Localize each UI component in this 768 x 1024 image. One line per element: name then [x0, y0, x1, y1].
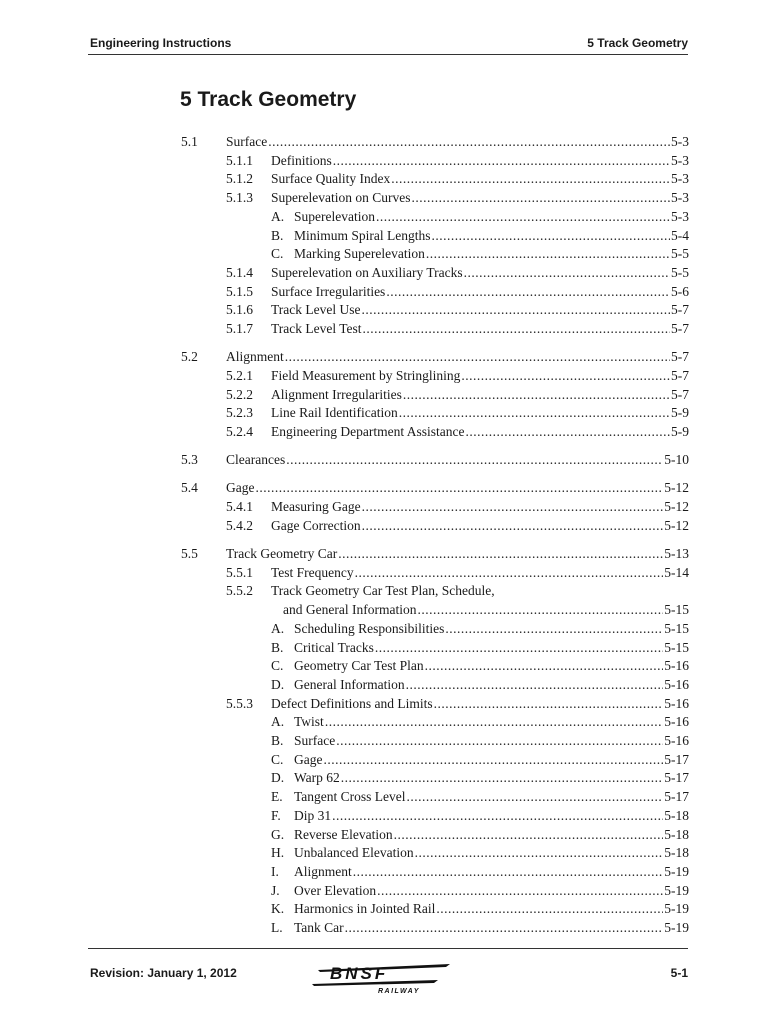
toc-number: G.: [271, 826, 285, 842]
toc-label: Marking Superelevation: [294, 246, 425, 262]
toc-leader-dots: [375, 640, 663, 656]
toc-label: Surface: [294, 733, 336, 748]
toc-number: 5.1: [181, 134, 198, 149]
toc-leader-dots: [341, 770, 663, 786]
toc-label: Superelevation on Curves: [271, 190, 411, 206]
toc-number: 5.2.3: [226, 405, 253, 421]
toc-row[interactable]: [0, 228, 768, 246]
toc-leader-dots: [362, 518, 664, 534]
toc-leader-dots: [464, 265, 670, 281]
toc-page-number: 5-7: [671, 321, 689, 336]
toc-entry[interactable]: [271, 190, 689, 206]
toc-label: Line Rail Identification: [271, 405, 398, 421]
toc-entry[interactable]: [226, 480, 689, 496]
toc-label: Minimum Spiral Lengths: [294, 227, 431, 243]
toc-entry[interactable]: [294, 864, 689, 880]
toc-leader-dots: [406, 677, 664, 693]
toc-number: 5.1.3: [226, 190, 253, 206]
toc-label: Critical Tracks: [294, 639, 374, 655]
toc-entry[interactable]: [294, 770, 689, 786]
toc-leader-dots: [376, 209, 670, 225]
toc-row[interactable]: [0, 565, 768, 583]
toc-page-number: 5-18: [664, 845, 689, 861]
toc-entry[interactable]: [271, 153, 689, 169]
toc-label: Twist: [294, 714, 324, 730]
toc-row[interactable]: [0, 134, 768, 152]
toc-label: Surface Irregularities: [271, 283, 386, 299]
toc-row[interactable]: [0, 424, 768, 442]
toc-entry[interactable]: [294, 228, 689, 244]
toc-page-number: 5-3: [671, 208, 689, 224]
toc-page-number: 5-13: [664, 546, 689, 561]
toc-label: Tangent Cross Level: [294, 789, 406, 805]
toc-row[interactable]: [0, 153, 768, 171]
toc-label: Track Level Use: [271, 302, 361, 318]
page-title: 5 Track Geometry: [180, 88, 357, 111]
toc-row[interactable]: [0, 387, 768, 405]
toc-leader-dots: [391, 171, 670, 187]
toc-row[interactable]: [0, 583, 768, 601]
toc-label: Alignment: [226, 349, 284, 365]
toc-page-number: 5-7: [671, 349, 689, 365]
toc-page-number: 5-16: [664, 714, 689, 730]
toc-entry[interactable]: [271, 368, 689, 384]
toc-row[interactable]: [0, 368, 768, 386]
svg-text:RAILWAY: RAILWAY: [378, 988, 420, 995]
toc-number: 5.1.6: [226, 302, 253, 318]
toc-row[interactable]: [0, 302, 768, 320]
toc-label: Superelevation: [294, 208, 375, 224]
toc-row[interactable]: [0, 171, 768, 189]
toc-page-number: 5-17: [664, 789, 689, 805]
toc-number: 5.2.1: [226, 367, 253, 383]
toc-label: Track Level Test: [271, 321, 362, 336]
toc-entry[interactable]: [226, 546, 689, 562]
toc-label: Alignment Irregularities: [271, 386, 402, 402]
toc-leader-dots: [417, 602, 663, 618]
toc-page-number: 5-12: [664, 480, 689, 496]
toc-leader-dots: [403, 387, 670, 403]
toc-entry[interactable]: [226, 134, 689, 150]
toc-label: Defect Definitions and Limits: [271, 695, 433, 711]
toc-entry[interactable]: [294, 827, 689, 843]
toc-row[interactable]: [0, 405, 768, 423]
toc-leader-dots: [426, 246, 670, 262]
toc-page-number: 5-10: [664, 452, 689, 468]
toc-row[interactable]: [0, 827, 768, 845]
toc-number: B.: [271, 639, 284, 655]
toc-entry[interactable]: [271, 424, 689, 440]
toc-leader-dots: [386, 284, 670, 300]
toc-number: 5.1.5: [226, 283, 253, 299]
toc-leader-dots: [361, 302, 670, 318]
toc-page-number: 5-6: [671, 283, 689, 299]
toc-row[interactable]: [0, 733, 768, 751]
toc-entry[interactable]: [271, 171, 689, 187]
toc-row[interactable]: [0, 714, 768, 732]
toc-entry[interactable]: [271, 518, 689, 534]
toc-row[interactable]: [0, 845, 768, 863]
toc-page-number: 5-16: [664, 695, 689, 711]
toc-number: 5.4.1: [226, 499, 253, 515]
toc-entry[interactable]: [294, 901, 689, 917]
toc-page-number: 5-19: [664, 882, 689, 898]
toc-number: K.: [271, 901, 285, 917]
toc-page-number: 5-18: [664, 807, 689, 823]
toc-entry[interactable]: [283, 602, 689, 618]
toc-row[interactable]: [0, 920, 768, 938]
toc-row[interactable]: [0, 621, 768, 639]
toc-leader-dots: [286, 452, 663, 468]
toc-label: Track Geometry Car Test Plan, Schedule,: [271, 583, 495, 599]
toc-number: A.: [271, 714, 285, 730]
toc-row[interactable]: [0, 321, 768, 339]
toc-label: Reverse Elevation: [294, 826, 393, 842]
toc-page-number: 5-19: [664, 901, 689, 917]
toc-entry[interactable]: [294, 752, 689, 768]
toc-page-number: 5-14: [664, 564, 689, 580]
toc-label: Surface: [226, 134, 268, 149]
toc-row[interactable]: [0, 883, 768, 901]
toc-leader-dots: [333, 153, 670, 169]
toc-page-number: 5-16: [664, 733, 689, 748]
toc-label: Gage: [294, 751, 323, 767]
toc-leader-dots: [332, 808, 663, 824]
toc-leader-dots: [399, 405, 670, 421]
toc-row[interactable]: [0, 752, 768, 770]
toc-row[interactable]: [0, 808, 768, 826]
toc-page-number: 5-15: [664, 620, 689, 636]
toc-entry[interactable]: [294, 789, 689, 805]
bnsf-logo: [310, 958, 460, 996]
toc-label: Harmonics in Jointed Rail: [294, 901, 436, 917]
toc-label: Clearances: [226, 452, 286, 468]
toc-entry[interactable]: [271, 387, 689, 403]
toc-number: A.: [271, 620, 285, 636]
header-doc-title: Engineering Instructions: [90, 36, 232, 50]
toc-entry[interactable]: [271, 302, 689, 318]
toc-number: 5.5: [181, 546, 198, 561]
toc-entry[interactable]: [294, 714, 689, 730]
toc-page-number: 5-17: [664, 770, 689, 786]
toc-row[interactable]: [0, 452, 768, 470]
toc-number: E.: [271, 789, 283, 805]
toc-row[interactable]: [0, 770, 768, 788]
toc-leader-dots: [415, 845, 664, 861]
toc-page-number: 5-4: [671, 227, 689, 243]
toc-leader-dots: [394, 827, 664, 843]
toc-page-number: 5-3: [671, 134, 689, 149]
toc-row[interactable]: [0, 677, 768, 695]
toc-number: 5.2.2: [226, 386, 253, 402]
toc-number: 5.3: [181, 452, 198, 468]
toc-row[interactable]: [0, 518, 768, 536]
toc-page-number: 5-7: [671, 386, 689, 402]
toc-leader-dots: [465, 424, 670, 440]
toc-label: Scheduling Responsibilities: [294, 620, 445, 636]
toc-number: 5.1.7: [226, 321, 253, 336]
page-header: [88, 34, 688, 55]
toc-leader-dots: [325, 714, 663, 730]
toc-row[interactable]: [0, 864, 768, 882]
toc-label: Measuring Gage: [271, 499, 361, 515]
toc-number: L.: [271, 920, 283, 935]
toc-entry[interactable]: [294, 808, 689, 824]
toc-entry[interactable]: [271, 696, 689, 712]
toc-number: 5.4.2: [226, 517, 253, 533]
toc-label: Gage: [226, 480, 255, 496]
toc-row[interactable]: [0, 696, 768, 714]
toc-row[interactable]: [0, 480, 768, 498]
footer-revision: Revision: January 1, 2012: [90, 966, 237, 980]
toc-page-number: 5-3: [671, 190, 689, 206]
toc-row[interactable]: [0, 658, 768, 676]
toc-row[interactable]: [0, 640, 768, 658]
toc-leader-dots: [285, 349, 670, 365]
toc-number: 5.5.1: [226, 564, 253, 580]
toc-page-number: 5-3: [671, 152, 689, 168]
toc-entry[interactable]: [271, 405, 689, 421]
toc-leader-dots: [425, 658, 664, 674]
toc-label: and General Information: [283, 602, 417, 618]
toc-row[interactable]: [0, 602, 768, 620]
toc-label: Alignment: [294, 863, 352, 879]
toc-leader-dots: [362, 499, 664, 515]
toc-entry[interactable]: [294, 658, 689, 674]
toc-number: B.: [271, 227, 284, 243]
toc-entry[interactable]: [226, 452, 689, 468]
footer-page-number: 5-1: [670, 966, 688, 980]
toc-entry[interactable]: [294, 640, 689, 656]
toc-leader-dots: [411, 190, 670, 206]
toc-row[interactable]: [0, 546, 768, 564]
toc-label: Definitions: [271, 152, 332, 168]
toc-label: Gage Correction: [271, 517, 361, 533]
toc-page-number: 5-3: [671, 171, 689, 187]
toc-leader-dots: [345, 920, 664, 936]
toc-label: Warp 62: [294, 770, 340, 786]
toc-leader-dots: [445, 621, 663, 637]
toc-number: 5.5.2: [226, 583, 253, 599]
toc-leader-dots: [268, 134, 670, 150]
toc-number: 5.2: [181, 349, 198, 365]
toc-page-number: 5-18: [664, 826, 689, 842]
toc-row[interactable]: [0, 190, 768, 208]
toc-label: Superelevation on Auxiliary Tracks: [271, 264, 463, 280]
toc-entry[interactable]: [294, 209, 689, 225]
toc-page-number: 5-12: [664, 517, 689, 533]
svg-text:BNSF: BNSF: [330, 964, 389, 983]
toc-leader-dots: [336, 733, 663, 749]
toc-label: Engineering Department Assistance: [271, 424, 465, 439]
toc-number: C.: [271, 751, 284, 767]
toc-row[interactable]: [0, 499, 768, 517]
toc-leader-dots: [353, 864, 664, 880]
toc-number: A.: [271, 208, 285, 224]
toc-leader-dots: [338, 546, 663, 562]
toc-label: General Information: [294, 676, 405, 692]
toc-entry[interactable]: [271, 284, 689, 300]
toc-label: Field Measurement by Stringlining: [271, 367, 461, 383]
toc-leader-dots: [436, 901, 663, 917]
toc-entry[interactable]: [294, 920, 689, 936]
toc-number: D.: [271, 676, 285, 692]
toc-page-number: 5-9: [671, 424, 689, 439]
toc-number: 5.5.3: [226, 695, 253, 711]
toc-entry[interactable]: [294, 845, 689, 861]
toc-number: J.: [271, 882, 280, 898]
toc-row[interactable]: [0, 265, 768, 283]
toc-page-number: 5-5: [671, 264, 689, 280]
toc-number: 5.1.4: [226, 264, 253, 280]
toc-entry[interactable]: [294, 246, 689, 262]
toc-number: 5.1.1: [226, 152, 253, 168]
toc-row[interactable]: [0, 349, 768, 367]
toc-entry[interactable]: [294, 677, 689, 693]
toc-number: 5.4: [181, 480, 198, 496]
toc-leader-dots: [377, 883, 663, 899]
toc-page-number: 5-12: [664, 499, 689, 515]
toc-page-number: 5-7: [671, 367, 689, 383]
toc-page-number: 5-9: [671, 405, 689, 421]
toc-leader-dots: [355, 565, 664, 581]
toc-entry[interactable]: [294, 733, 689, 749]
toc-label: Track Geometry Car: [226, 546, 338, 561]
toc-page-number: 5-15: [664, 602, 689, 618]
toc-label: Over Elevation: [294, 882, 377, 898]
toc-number: C.: [271, 658, 284, 674]
toc-number: F.: [271, 807, 281, 823]
toc-entry[interactable]: [271, 583, 495, 599]
toc-page-number: 5-15: [664, 639, 689, 655]
toc-page-number: 5-16: [664, 676, 689, 692]
toc-label: Unbalanced Elevation: [294, 845, 414, 861]
toc-leader-dots: [432, 228, 671, 244]
toc-number: C.: [271, 246, 284, 262]
toc-number: B.: [271, 733, 284, 748]
toc-label: Tank Car: [294, 920, 344, 935]
toc-number: 5.2.4: [226, 424, 253, 439]
toc-page-number: 5-7: [671, 302, 689, 318]
toc-entry[interactable]: [271, 265, 689, 281]
toc-label: Dip 31: [294, 807, 332, 823]
toc-entry[interactable]: [271, 565, 689, 581]
toc-leader-dots: [461, 368, 670, 384]
toc-leader-dots: [363, 321, 670, 337]
toc-row[interactable]: [0, 209, 768, 227]
footer-divider: [88, 948, 688, 949]
toc-entry[interactable]: [294, 883, 689, 899]
toc-label: Surface Quality Index: [271, 171, 391, 187]
toc-entry[interactable]: [271, 321, 689, 337]
toc-row[interactable]: [0, 789, 768, 807]
toc-row[interactable]: [0, 246, 768, 264]
toc-entry[interactable]: [294, 621, 689, 637]
toc-number: D.: [271, 770, 285, 786]
toc-label: Geometry Car Test Plan: [294, 658, 424, 674]
toc-entry[interactable]: [271, 499, 689, 515]
toc-leader-dots: [323, 752, 663, 768]
toc-page-number: 5-17: [664, 751, 689, 767]
toc-number: 5.1.2: [226, 171, 253, 187]
toc-page-number: 5-16: [664, 658, 689, 674]
toc-page-number: 5-19: [664, 920, 689, 935]
toc-number: I.: [271, 863, 279, 879]
toc-page-number: 5-19: [664, 863, 689, 879]
toc-label: Test Frequency: [271, 564, 354, 580]
toc-number: H.: [271, 845, 285, 861]
toc-leader-dots: [407, 789, 664, 805]
toc-row[interactable]: [0, 284, 768, 302]
toc-leader-dots: [434, 696, 664, 712]
toc-leader-dots: [255, 480, 663, 496]
toc-entry[interactable]: [226, 349, 689, 365]
header-section-title: 5 Track Geometry: [587, 36, 688, 50]
toc-row[interactable]: [0, 901, 768, 919]
toc-page-number: 5-5: [671, 246, 689, 262]
